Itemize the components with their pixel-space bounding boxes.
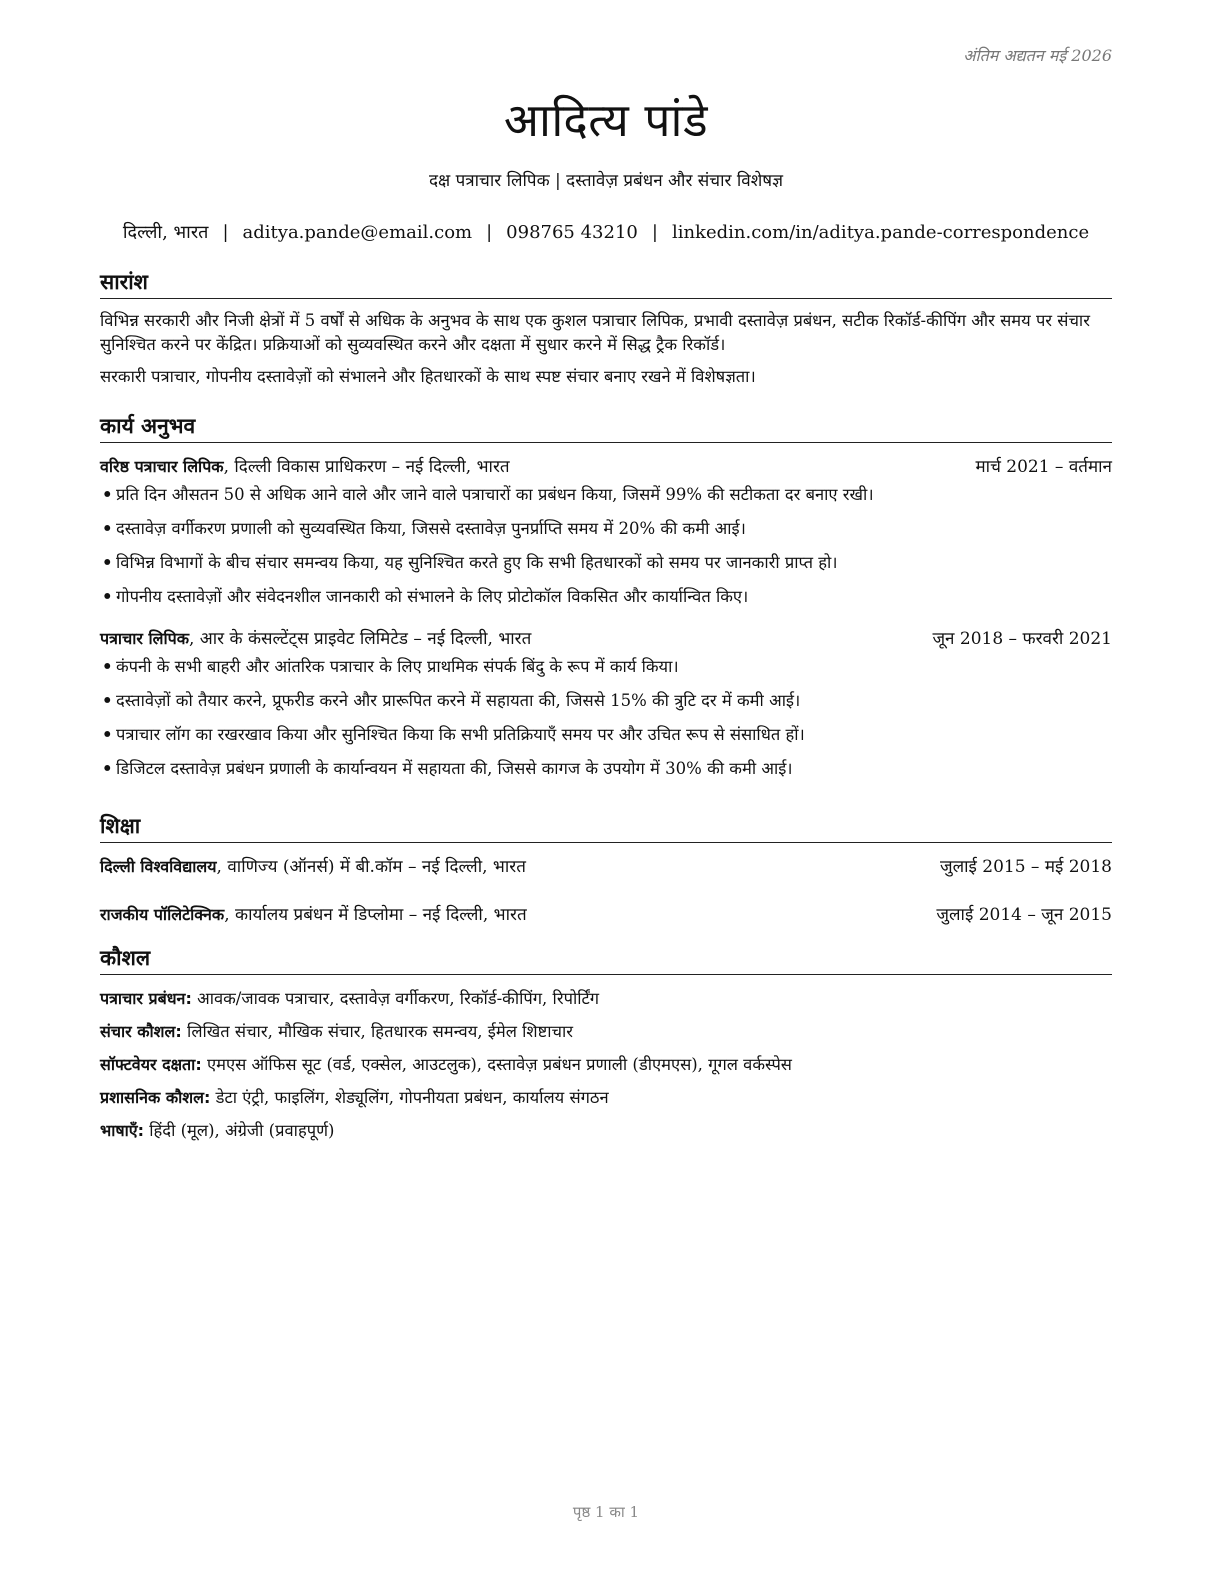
section-title-skills: कौशल: [100, 944, 1112, 975]
job-entry: [100, 455, 1112, 609]
skill-value: हिंदी (मूल), अंग्रेजी (प्रवाहपूर्ण): [144, 1121, 335, 1140]
job-org: , आर के कंसल्टेंट्स प्राइवेट लिमिटेड – नई दिल्ली, भारत: [189, 629, 532, 649]
education-school-detail: [100, 855, 526, 879]
job-bullet: • दस्तावेज़ों को तैयार करने, प्रूफरीड करने और प्रारूपित करने में सहायता की, जिससे 15% की त्रुटि दर में कमी आई।: [100, 689, 1112, 713]
job-dates: मार्च 2021 – वर्तमान: [975, 457, 1112, 477]
skill-value: लिखित संचार, मौखिक संचार, हितधारक समन्वय, ईमेल शिष्टाचार: [181, 1022, 574, 1041]
job-header: [100, 627, 1112, 651]
skill-line: [100, 1086, 1112, 1110]
skill-line: [100, 987, 1112, 1011]
job-bullet: • प्रति दिन औसतन 50 से अधिक आने वाले और जाने वाले पत्राचारों का प्रबंधन किया, जिसमें 99% की सटीकता दर बनाए रखी।: [100, 483, 1112, 507]
job-header: [100, 455, 1112, 479]
section-title-summary: सारांश: [100, 268, 1112, 299]
skill-label: भाषाएँ:: [100, 1121, 145, 1140]
skill-label: सॉफ्टवेयर दक्षता:: [100, 1055, 202, 1074]
job-role: वरिष्ठ पत्राचार लिपिक: [100, 457, 224, 476]
tagline: दक्ष पत्राचार लिपिक | दस्तावेज़ प्रबंधन और संचार विशेषज्ञ: [428, 171, 783, 191]
section-title-education: शिक्षा: [100, 812, 1112, 843]
page-footer: पृष्ठ 1 का 1: [572, 1503, 640, 1521]
last-updated: अंतिम अद्यतन मई 2026: [963, 46, 1112, 65]
skill-line: [100, 1119, 1112, 1143]
job-title-org: [100, 455, 510, 479]
job-bullet: • पत्राचार लॉग का रखरखाव किया और सुनिश्चित किया कि सभी प्रतिक्रियाएँ समय पर और उचित रूप से संसाधित हों।: [100, 723, 1112, 747]
contact-phone: 098765 43210: [506, 222, 638, 243]
experience-section: [100, 412, 1112, 791]
skills-list: [100, 987, 1112, 1143]
education-entry: [100, 903, 1112, 927]
skill-value: आवक/जावक पत्राचार, दस्तावेज़ वर्गीकरण, रिकॉर्ड-कीपिंग, रिपोर्टिंग: [191, 989, 600, 1008]
contact-separator: |: [651, 222, 658, 243]
skills-section: [100, 944, 1112, 1152]
job-bullet: • विभिन्न विभागों के बीच संचार समन्वय किया, यह सुनिश्चित करते हुए कि सभी हितधारकों को समय पर जानकारी प्राप्त हो।: [100, 551, 1112, 575]
candidate-name: आदित्य पांडे: [503, 93, 709, 147]
education-dates: जुलाई 2015 – मई 2018: [939, 857, 1112, 877]
skill-label: संचार कौशल:: [100, 1022, 182, 1041]
contact-linkedin[interactable]: linkedin.com/in/aditya.pande-correspondence: [671, 222, 1090, 243]
education-detail: , वाणिज्य (ऑनर्स) में बी.कॉम – नई दिल्ली, भारत: [216, 857, 526, 877]
job-role: पत्राचार लिपिक: [100, 629, 189, 648]
education-school-detail: [100, 903, 527, 927]
contact-line: [100, 220, 1112, 244]
education-school: दिल्ली विश्वविद्यालय: [100, 857, 217, 876]
summary-paragraph: विभिन्न सरकारी और निजी क्षेत्रों में 5 वर्षों से अधिक के अनुभव के साथ एक कुशल पत्राचार लिपिक, प्रभावी दस्तावेज़ प्रबंधन, सटीक रिकॉर्ड-कीपिंग और समय पर संचार सुनिश्चित करने पर केंद्रित। प्रक्रियाओं को सुव्यवस्थित करने और दक्षता में सुधार करने में सिद्ध ट्रैक रिकॉर्ड।: [100, 311, 1090, 354]
job-bullets: [100, 655, 1112, 781]
education-dates: जुलाई 2014 – जून 2015: [936, 905, 1112, 925]
skill-value: एमएस ऑफिस सूट (वर्ड, एक्सेल, आउटलुक), दस्तावेज़ प्रबंधन प्रणाली (डीएमएस), गूगल वर्कस्पेस: [201, 1055, 792, 1074]
job-bullet: • दस्तावेज़ वर्गीकरण प्रणाली को सुव्यवस्थित किया, जिससे दस्तावेज़ पुनर्प्राप्ति समय में 20% की कमी आई।: [100, 517, 1112, 541]
contact-separator: |: [222, 222, 229, 243]
contact-email[interactable]: aditya.pande@email.com: [242, 222, 473, 243]
skill-line: [100, 1053, 1112, 1077]
job-entry: [100, 627, 1112, 781]
job-dates: जून 2018 – फरवरी 2021: [932, 629, 1112, 649]
job-org: , दिल्ली विकास प्राधिकरण – नई दिल्ली, भारत: [223, 457, 510, 477]
education-detail: , कार्यालय प्रबंधन में डिप्लोमा – नई दिल्ली, भारत: [224, 905, 527, 925]
resume-page: [100, 0, 1112, 1584]
skill-value: डेटा एंट्री, फाइलिंग, शेड्यूलिंग, गोपनीयता प्रबंधन, कार्यालय संगठन: [210, 1088, 609, 1107]
job-bullets: [100, 483, 1112, 609]
job-bullet: • गोपनीय दस्तावेज़ों और संवेदनशील जानकारी को संभालने के लिए प्रोटोकॉल विकसित और कार्यान्वित किए।: [100, 585, 1112, 609]
education-section: [100, 812, 1112, 927]
skill-label: पत्राचार प्रबंधन:: [100, 989, 192, 1008]
education-entry: [100, 855, 1112, 879]
skill-line: [100, 1020, 1112, 1044]
contact-location: दिल्ली, भारत: [122, 222, 209, 243]
contact-separator: |: [486, 222, 493, 243]
section-title-experience: कार्य अनुभव: [100, 412, 1112, 443]
education-school: राजकीय पॉलिटेक्निक: [100, 905, 225, 924]
summary-section: [100, 268, 1112, 389]
job-bullet: • कंपनी के सभी बाहरी और आंतरिक पत्राचार के लिए प्राथमिक संपर्क बिंदु के रूप में कार्य किया।: [100, 655, 1112, 679]
skill-label: प्रशासनिक कौशल:: [100, 1088, 211, 1107]
job-bullet: • डिजिटल दस्तावेज़ प्रबंधन प्रणाली के कार्यान्वयन में सहायता की, जिससे कागज के उपयोग में 30% की कमी आई।: [100, 757, 1112, 781]
summary-paragraph: सरकारी पत्राचार, गोपनीय दस्तावेज़ों को संभालने और हितधारकों के साथ स्पष्ट संचार बनाए रखने में विशेषज्ञता।: [100, 367, 756, 386]
job-title-org: [100, 627, 531, 651]
